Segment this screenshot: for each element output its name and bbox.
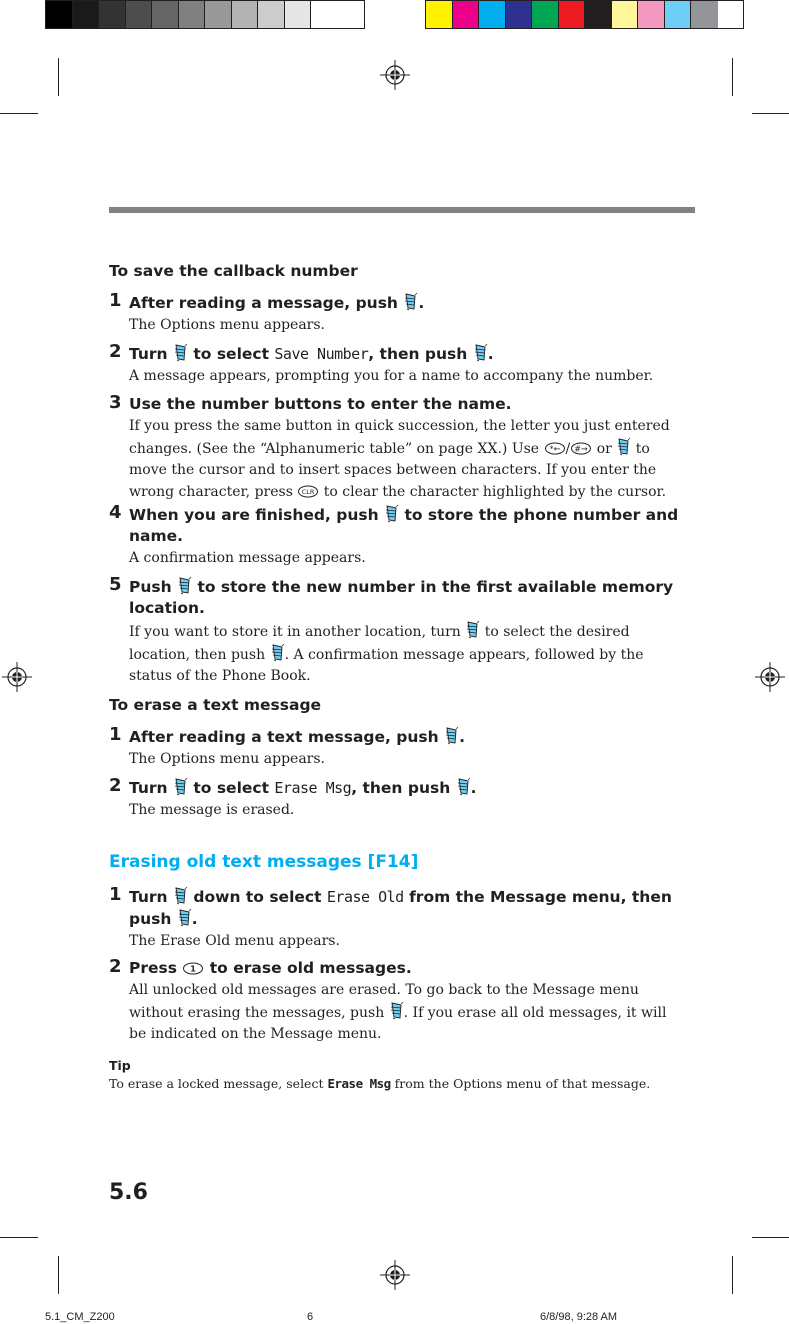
page-number: 5.6 (109, 1180, 148, 1205)
step-number: 3 (109, 392, 122, 413)
grayscale-swatch (46, 1, 73, 28)
star-key-icon (544, 442, 566, 455)
grayscale-swatch (311, 1, 338, 28)
step-instruction: Turn down to select Erase Old from the Message menu, then push . (129, 888, 672, 928)
old-step-1 (109, 886, 684, 952)
step-instruction: Turn to select Save Number, then push . (129, 345, 494, 363)
lcd-menu-text: Erase Old (326, 888, 404, 906)
registration-mark-icon (2, 662, 32, 692)
grayscale-swatch (232, 1, 259, 28)
navigation-key-icon (173, 886, 188, 905)
navigation-key-icon (403, 292, 418, 311)
header-rule (109, 207, 695, 213)
step-instruction: After reading a message, push . (129, 294, 425, 312)
svg-text:*←: *← (549, 444, 560, 454)
svg-text:1: 1 (190, 964, 197, 974)
step-instruction: Use the number buttons to enter the name. (129, 395, 512, 413)
save-step-4 (109, 504, 684, 569)
step-number: 4 (109, 502, 122, 523)
color-swatch (559, 1, 586, 28)
navigation-key-icon (177, 576, 192, 595)
color-swatch (426, 1, 453, 28)
footer-date: 6/8/98, 9:28 AM (540, 1311, 618, 1323)
step-number: 1 (109, 290, 122, 311)
svg-text:#→: #→ (574, 444, 588, 454)
step-instruction: Push to store the new number in the first available memory location. (129, 578, 674, 617)
crop-mark (732, 58, 733, 96)
step-instruction: Press 1 to erase old messages. (129, 959, 412, 977)
step-number: 1 (109, 884, 122, 905)
step-body: If you press the same button in quick succession, the letter you just entered changes. (See the “Alphanumeric table” on page XX.) Use *← / #→ or to move the cursor and to insert spaces between characters. If you enter the wrong character, press CLR to clear the character highlighted by the cursor. (129, 418, 670, 500)
color-swatch (453, 1, 480, 28)
navigation-key-icon (173, 343, 188, 362)
footer-file-name: 5.1_CM_Z200 (45, 1311, 115, 1323)
one-key-icon (182, 962, 204, 975)
step-number: 2 (109, 341, 122, 362)
step-body: A confirmation message appears. (129, 550, 366, 566)
color-swatch (506, 1, 533, 28)
pound-key-icon (570, 442, 592, 455)
step-number: 5 (109, 574, 122, 595)
color-swatch (638, 1, 665, 28)
lcd-menu-text: Save Number (274, 345, 369, 363)
step-instruction: When you are finished, push to store the phone number and name. (129, 506, 679, 545)
navigation-key-icon (616, 437, 631, 456)
step-body: The Options menu appears. (129, 317, 325, 333)
save-step-2 (109, 343, 684, 387)
color-swatch (585, 1, 612, 28)
navigation-key-icon (177, 908, 192, 927)
crop-mark (752, 1237, 789, 1238)
step-body: If you want to store it in another location, turn to select the desired location, then push . A confirmation message appears, followed by the status of the Phone Book. (129, 620, 684, 688)
registration-mark-icon (380, 60, 410, 90)
grayscale-calibration-bar (45, 0, 365, 29)
lcd-menu-text: Erase Msg (327, 1076, 391, 1091)
color-swatch (691, 1, 718, 28)
navigation-key-icon (444, 726, 459, 745)
crop-mark (58, 1256, 59, 1294)
crop-mark (58, 58, 59, 96)
tip-text: To erase a locked message, select Erase Msg from the Options menu of that message. (109, 1076, 651, 1091)
step-instruction: After reading a text message, push . (129, 728, 465, 746)
grayscale-swatch (152, 1, 179, 28)
save-step-1 (109, 292, 684, 336)
erase-step-1 (109, 726, 684, 770)
old-step-2 (109, 958, 684, 1046)
registration-mark-icon (755, 662, 785, 692)
navigation-key-icon (465, 620, 480, 639)
save-step-5 (109, 576, 684, 688)
step-number: 1 (109, 724, 122, 745)
registration-mark-icon (380, 1260, 410, 1290)
color-swatch (612, 1, 639, 28)
grayscale-swatch (73, 1, 100, 28)
color-calibration-bar (425, 0, 744, 29)
tip-label: Tip (109, 1058, 131, 1073)
grayscale-swatch (126, 1, 153, 28)
clr-key-icon (297, 485, 319, 498)
step-body: The Options menu appears. (129, 751, 325, 767)
crop-mark (0, 1237, 38, 1238)
navigation-key-icon (384, 504, 399, 523)
navigation-key-icon (389, 1001, 404, 1020)
step-body: All unlocked old messages are erased. To go back to the Message menu without erasing the messages, push . If you erase all old messages, it will be indicated on the Message menu. (129, 982, 667, 1043)
section-heading-erase-old: Erasing old text messages [F14] (109, 852, 419, 872)
section-heading-erase-message: To erase a text message (109, 696, 322, 714)
step-instruction: Turn to select Erase Msg, then push . (129, 779, 477, 797)
crop-mark (752, 113, 789, 114)
crop-mark (732, 1256, 733, 1294)
color-swatch (665, 1, 692, 28)
grayscale-swatch (258, 1, 285, 28)
grayscale-swatch (205, 1, 232, 28)
step-number: 2 (109, 956, 122, 977)
step-body: The Erase Old menu appears. (129, 933, 340, 949)
svg-text:CLR: CLR (302, 487, 315, 496)
color-swatch (532, 1, 559, 28)
navigation-key-icon (173, 777, 188, 796)
navigation-key-icon (456, 777, 471, 796)
navigation-key-icon (270, 643, 285, 662)
grayscale-swatch (99, 1, 126, 28)
erase-step-2 (109, 777, 684, 821)
section-heading-save-callback: To save the callback number (109, 262, 358, 280)
step-number: 2 (109, 775, 122, 796)
grayscale-swatch (285, 1, 312, 28)
color-swatch (479, 1, 506, 28)
navigation-key-icon (473, 343, 488, 362)
footer-page: 6 (307, 1311, 314, 1323)
grayscale-swatch (179, 1, 206, 28)
save-step-3 (109, 394, 684, 503)
step-body: The message is erased. (129, 802, 295, 818)
crop-mark (0, 113, 38, 114)
lcd-menu-text: Erase Msg (274, 779, 352, 797)
step-body: A message appears, prompting you for a name to accompany the number. (129, 368, 654, 384)
